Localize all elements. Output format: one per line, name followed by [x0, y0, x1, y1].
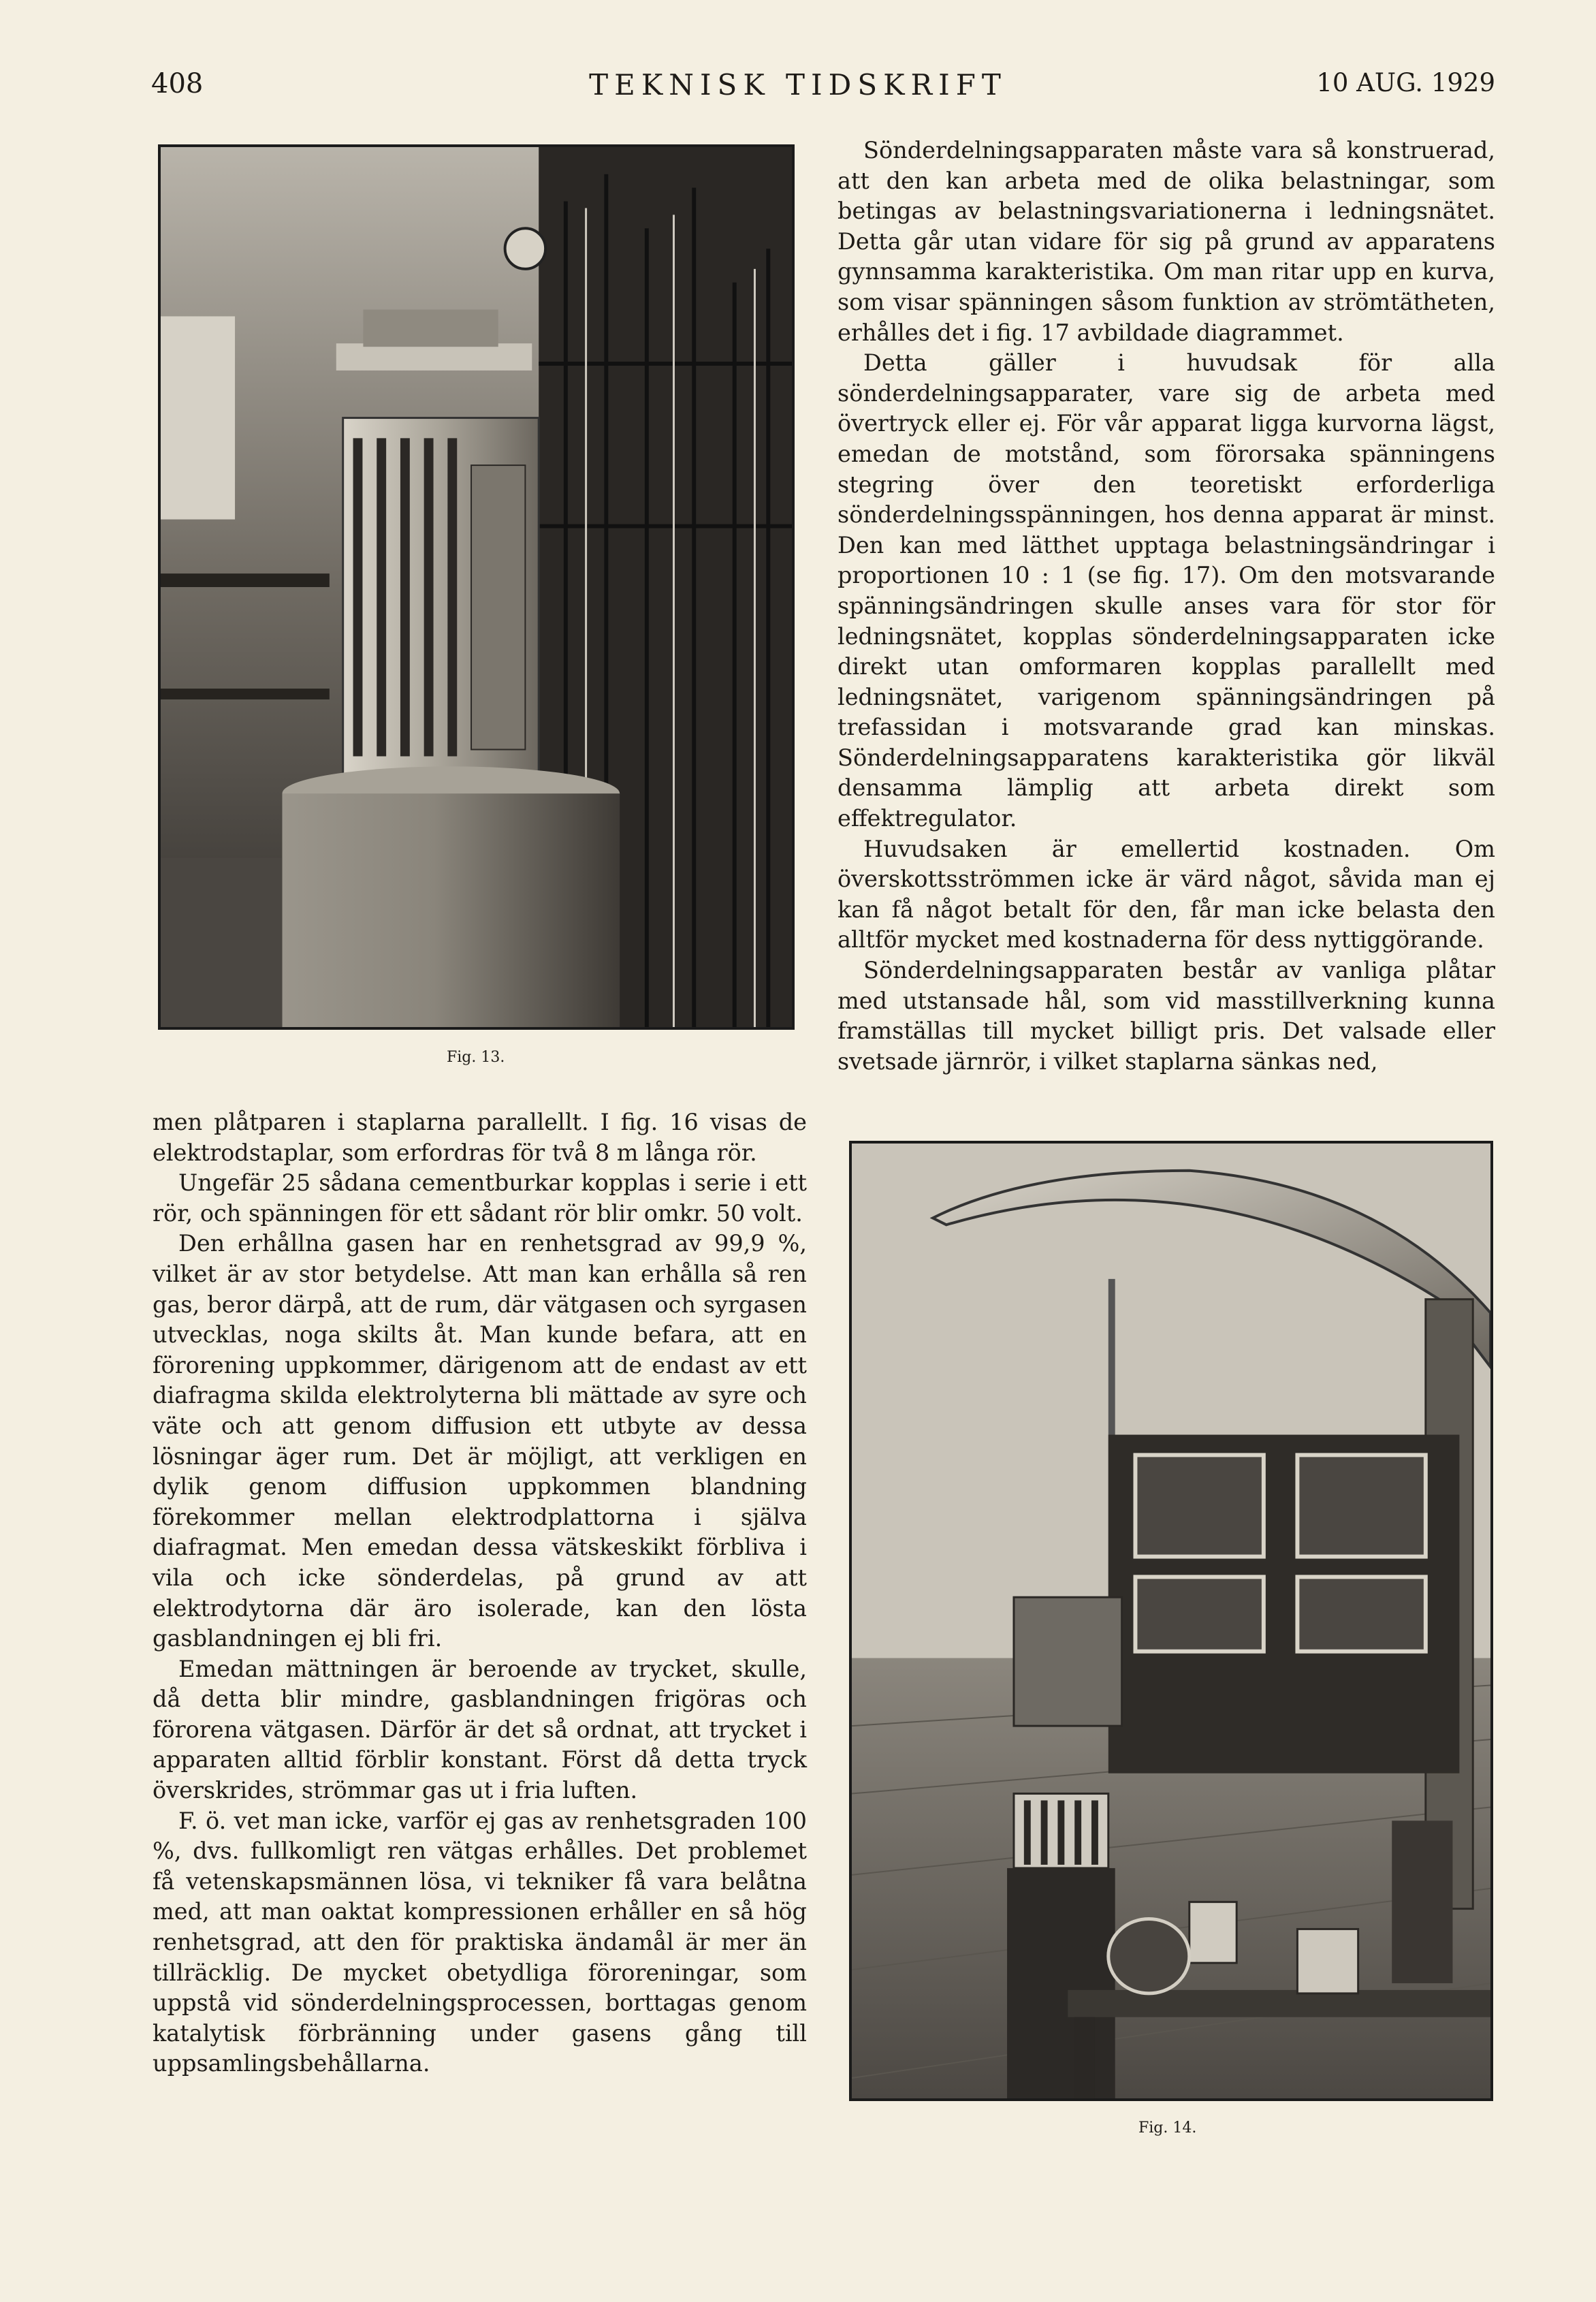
paragraph: men plåtparen i staplarna parallellt. I fig. 16 visas de elektrodstaplar, som erfordras för två 8 m långa rör. — [153, 1109, 807, 1166]
issue-date: 10 AUG. 1929 — [1316, 68, 1495, 97]
figure-13-caption: Fig. 13. — [447, 1049, 505, 1066]
figure-14-caption: Fig. 14. — [1138, 2119, 1197, 2137]
electrolyser-apparatus-image — [161, 147, 792, 1027]
paragraph: Huvudsaken är emellertid kostnaden. Om överskottsströmmen icke är värd något, såvida man ej kan få något betalt för den, får man icke belasta den alltför mycket med kostnaderna för dess nyttiggörande. — [837, 835, 1495, 953]
right-column-text — [837, 136, 1495, 1077]
workshop-apparatus-image — [852, 1144, 1490, 2098]
page-header — [0, 68, 1596, 116]
paragraph: Ungefär 25 sådana cementburkar kopplas i serie i ett rör, och spänningen för ett sådant rör blir omkr. 50 volt. — [153, 1169, 807, 1227]
paragraph: Emedan mättningen är beroende av trycket, skulle, då detta blir mindre, gasblandningen frigöras och förorena vätgasen. Därför är det så ordnat, att trycket i apparaten alltid förblir konstant. Först då detta tryck överskrides, strömmar gas ut i fria luften. — [153, 1655, 807, 1804]
figure-13-photo — [158, 144, 795, 1030]
paragraph: Sönderdelningsapparaten består av vanliga plåtar med utstansade hål, som vid masstillverkning kunna framställas till mycket billigt pris. Det valsade eller svetsade järnrör, i vilket staplarna sänkas ned, — [837, 957, 1495, 1075]
figure-14-photo — [849, 1141, 1493, 2101]
left-column-text — [153, 1107, 807, 2079]
paragraph: Detta gäller i huvudsak för alla sönderdelningsapparater, vare sig de arbeta med övertryck eller ej. För vår apparat ligga kurvorna lägst, emedan de motstånd, som förorsaka spänningens stegring över den teoretiskt erforderliga sönderdelningsspänningen, hos denna apparat är minst. Den kan med lätthet upptaga belastningsändringar i proportionen 10 : 1 (se fig. 17). Om den motsvarande spänningsändringen skulle anses vara för stor för ledningsnätet, kopplas sönderdelningsapparaten icke direkt utan omformaren kopplas parallellt med ledningsnätet, varigenom spänningsändringen på trefassidan i motsvarande grad kan minskas. Sönderdelningsapparatens karakteristika gör likväl densamma lämplig att arbeta direkt som effektregulator. — [837, 349, 1495, 832]
paragraph: F. ö. vet man icke, varför ej gas av renhetsgraden 100 %, dvs. fullkomligt ren vätgas erhålles. Det problemet få vetenskapsmännen lösa, vi tekniker få vara belåtna med, att man oaktat kompressionen erhåller en så hög renhetsgrad, att den för praktiska ändamål är mer än tillräcklig. De mycket obetydliga föroreningar, som uppstå vid sönderdelningsprocessen, borttagas genom katalytisk förbränning under gasens gång till uppsamlingsbehållarna. — [153, 1807, 807, 2077]
journal-title: TEKNISK TIDSKRIFT — [589, 68, 1007, 101]
paragraph: Sönderdelningsapparaten måste vara så konstruerad, att den kan arbeta med de olika belastningar, som betingas av belastningsvariationerna i ledningsnätet. Detta går utan vidare för sig på grund av apparatens gynnsamma karakteristika. Om man ritar upp en kurva, som visar spänningen såsom funktion av strömtätheten, erhålles det i fig. 17 avbildade diagrammet. — [837, 137, 1495, 346]
paragraph: Den erhållna gasen har en renhetsgrad av 99,9 %, vilket är av stor betydelse. Att man kan erhålla så ren gas, beror därpå, att de rum, där vätgasen och syrgasen utvecklas, noga skilts åt. Man kunde befara, att en förorening uppkommer, därigenom att de endast av ett diafragma skilda elektrolyterna bli mättade av syre och väte och att genom diffusion ett utbyte av dessa lösningar äger rum. Det är möjligt, att verkligen en dylik genom diffusion uppkommen blandning förekommer mellan elektrodplattorna i själva diafragmat. Men emedan dessa vätskeskikt förbliva i vila och icke sönderdelas, på grund av att elektrodytorna där äro isolerade, kan den lösta gasblandningen ej bli fri. — [153, 1230, 807, 1652]
page-number: 408 — [151, 68, 204, 99]
